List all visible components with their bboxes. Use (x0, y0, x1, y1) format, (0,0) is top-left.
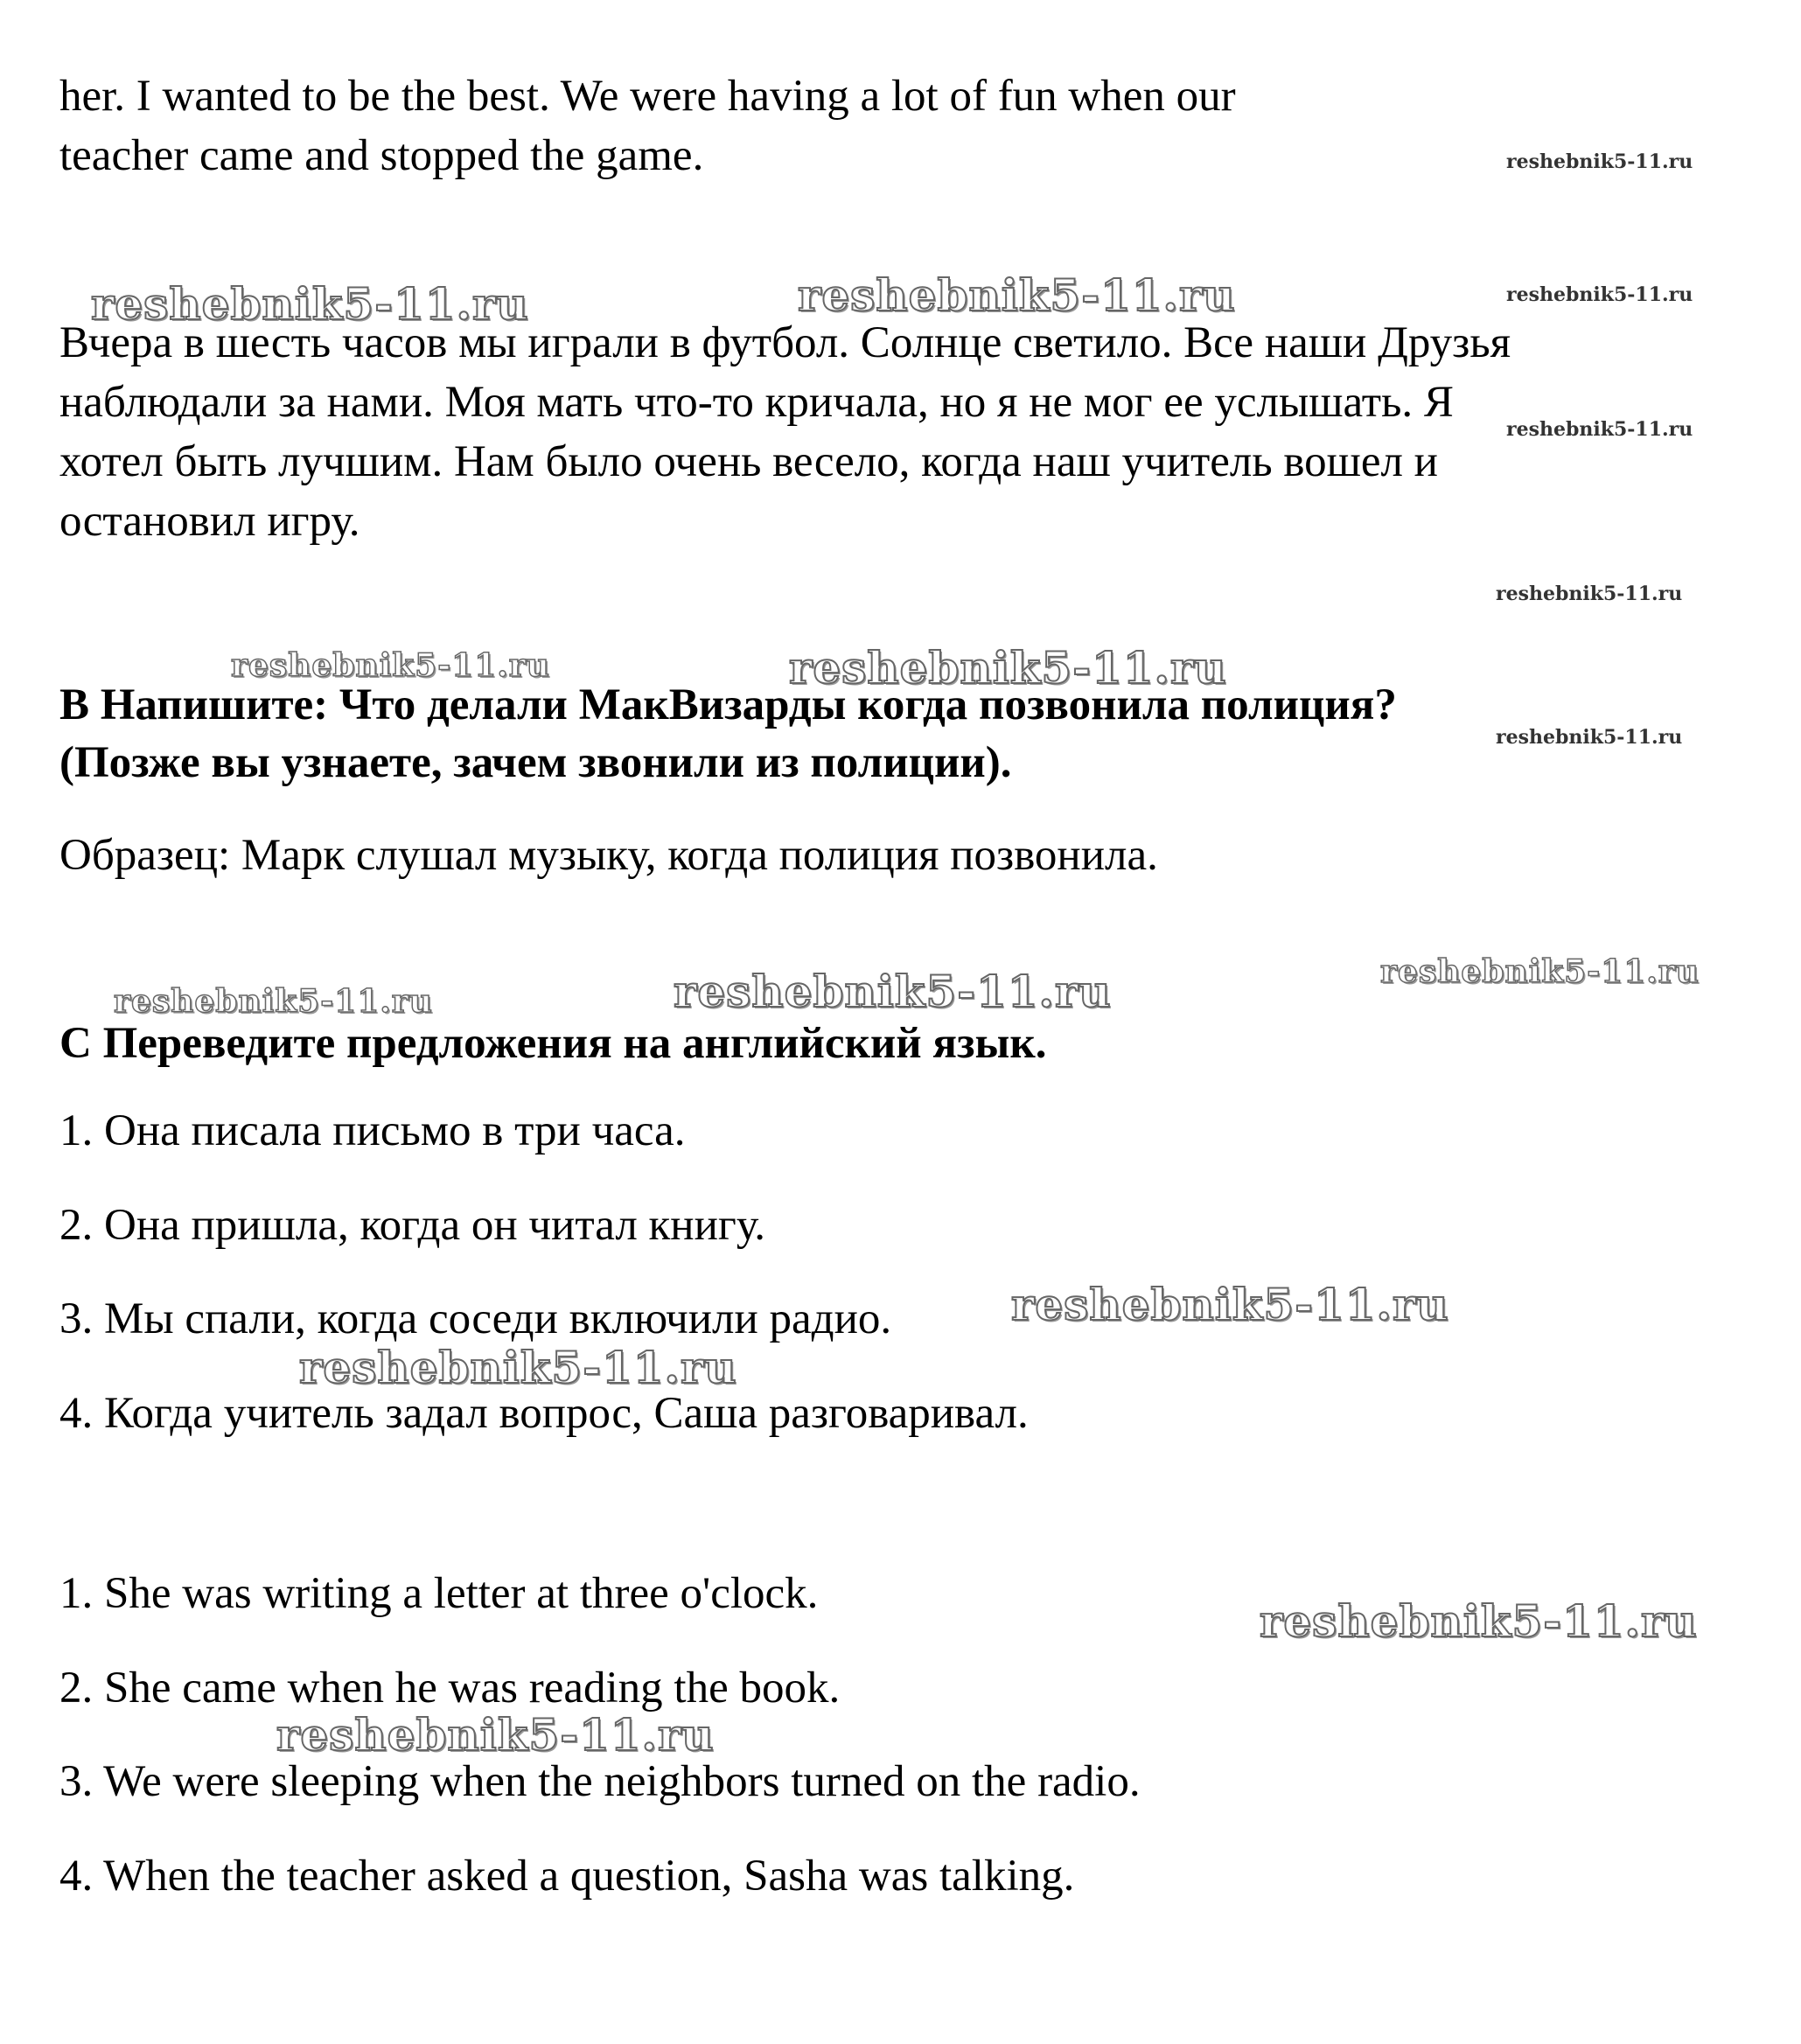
watermark: reshebnik5-11.ru (91, 278, 529, 330)
russian-item-2: 2. Она пришла, когда он читал книгу. (59, 1201, 765, 1250)
watermark: reshebnik5-11.ru (1506, 283, 1693, 306)
watermark: reshebnik5-11.ru (231, 647, 550, 684)
english-item-3: 3. We were sleeping when the neighbors turned on the radio. (59, 1757, 1141, 1806)
section-c-heading: С Переведите предложения на английский язык. (59, 1019, 1047, 1068)
section-b-sample: Образец: Марк слушал музыку, когда полиция позвонила. (59, 831, 1158, 880)
watermark: reshebnik5-11.ru (1506, 150, 1693, 173)
section-b-heading-line-1: В Напишите: Что делали МакВизарды когда позвонила полиция? (59, 680, 1397, 729)
watermark: reshebnik5-11.ru (1380, 953, 1700, 990)
english-item-4: 4. When the teacher asked a question, Sasha was talking. (59, 1852, 1075, 1901)
russian-item-1: 1. Она писала письмо в три часа. (59, 1106, 686, 1155)
watermark: reshebnik5-11.ru (276, 1709, 715, 1761)
intro-english-line-1: her. I wanted to be the best. We were having a lot of fun when our (59, 72, 1236, 121)
watermark: reshebnik5-11.ru (114, 983, 433, 1020)
intro-russian-line-1: Вчера в шесть часов мы играли в футбол. Солнце светило. Все наши Друзья (59, 318, 1511, 367)
watermark: reshebnik5-11.ru (1506, 418, 1693, 441)
intro-english-line-2: teacher came and stopped the game. (59, 131, 704, 180)
english-item-1: 1. She was writing a letter at three o'clock. (59, 1569, 819, 1618)
intro-russian-line-3: хотел быть лучшим. Нам было очень весело, когда наш учитель вошел и (59, 437, 1438, 486)
english-item-2: 2. She came when he was reading the book. (59, 1664, 841, 1713)
watermark: reshebnik5-11.ru (1496, 583, 1683, 605)
watermark: reshebnik5-11.ru (1260, 1595, 1698, 1647)
watermark: reshebnik5-11.ru (1496, 726, 1683, 749)
russian-item-4: 4. Когда учитель задал вопрос, Саша разговаривал. (59, 1389, 1029, 1438)
watermark: reshebnik5-11.ru (674, 966, 1112, 1017)
watermark: reshebnik5-11.ru (1011, 1279, 1449, 1330)
watermark: reshebnik5-11.ru (299, 1342, 737, 1393)
watermark: reshebnik5-11.ru (798, 269, 1236, 321)
section-b-heading-line-2: (Позже вы узнаете, зачем звонили из полиции). (59, 738, 1012, 787)
intro-russian-line-4: остановил игру. (59, 497, 360, 546)
russian-item-3: 3. Мы спали, когда соседи включили радио. (59, 1294, 892, 1343)
intro-russian-line-2: наблюдали за нами. Моя мать что-то кричала, но я не мог ее услышать. Я (59, 378, 1454, 427)
watermark: reshebnik5-11.ru (789, 642, 1227, 694)
